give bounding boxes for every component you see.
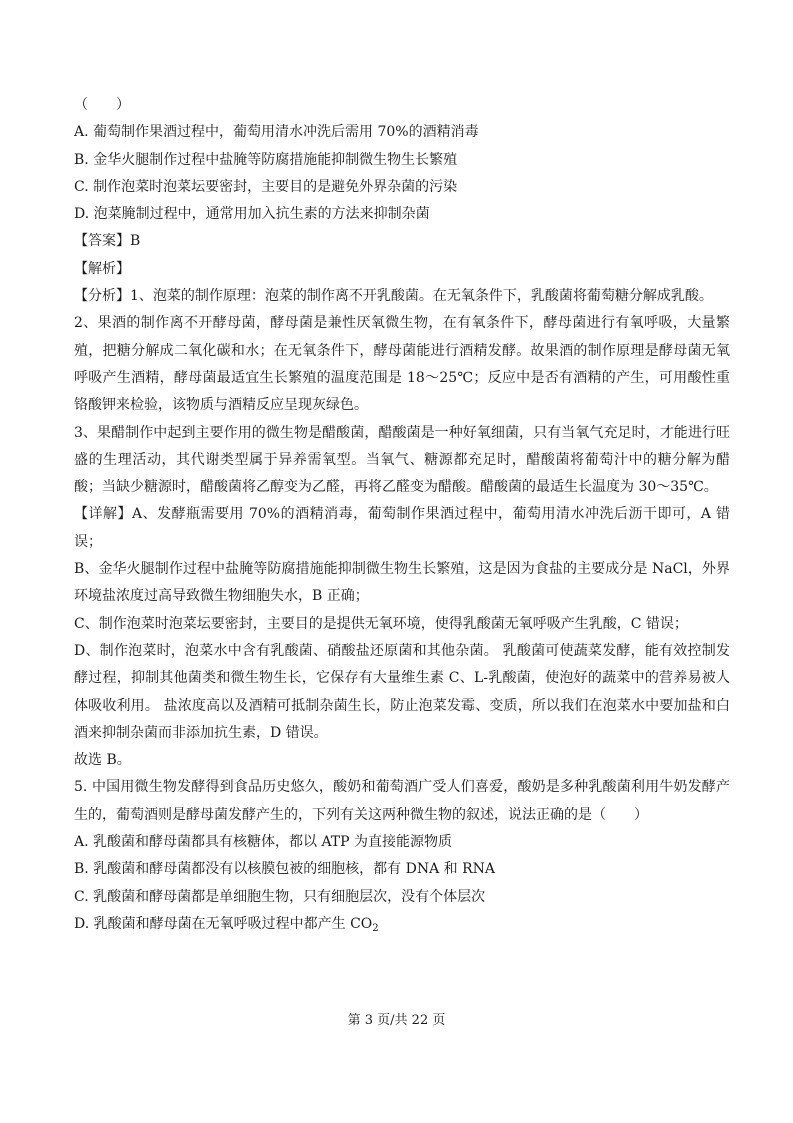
question-4-option-d: D. 泡菜腌制过程中，通常用加入抗生素的方法来抑制杂菌 [74, 206, 430, 223]
page-content [74, 92, 730, 938]
question-4-analysis-heading: 【解析】 [74, 260, 130, 277]
page-number-footer: 第 3 页/共 22 页 [347, 1013, 446, 1028]
question-4-option-a: A. 葡萄制作果酒过程中，葡萄用清水冲洗后需用 70%的酒精消毒 [74, 124, 479, 141]
analysis-paragraph-1: 【分析】1、泡菜的制作原理：泡菜的制作离不开乳酸菌。在无氧条件下，乳酸菌将葡萄糖分解成乳酸。 [74, 288, 713, 305]
question-5-option-c: C. 乳酸菌和酵母菌都是单细胞生物，只有细胞层次，没有个体层次 [74, 888, 486, 905]
question-4-answer: 【答案】B [74, 233, 141, 250]
question-5-stem: 5. 中国用微生物发酵得到食品历史悠久，酸奶和葡萄酒广受人们喜爱，酸奶是多种乳酸菌利用牛奶发酵产生的，葡萄酒则是酵母菌发酵产生的，下列有关这两种微生物的叙述，说法正确的是（ ） [74, 779, 730, 823]
question-5-option-a: A. 乳酸菌和酵母菌都具有核糖体，都以 ATP 为直接能源物质 [74, 834, 453, 851]
question-5-option-d-text: D. 乳酸菌和酵母菌在无氧呼吸过程中都产生 CO [74, 915, 373, 932]
analysis-paragraph-3: 3、果醋制作中起到主要作用的微生物是醋酸菌，醋酸菌是一种好氧细菌，只有当氧气充足时，才能进行旺盛的生理活动，其代谢类型属于异养需氧型。当氧气、糖源都充足时，醋酸菌将葡萄汁中的糖分解为醋酸；当缺少糖源时，醋酸菌将乙醇变为乙醛，再将乙醛变为醋酸。醋酸菌的最适生长温度为 30～35℃。 [74, 424, 730, 496]
question-5-option-d [74, 911, 730, 938]
detail-paragraph-c: C、制作泡菜时泡菜坛要密封，主要目的是提供无氧环境，使得乳酸菌无氧呼吸产生乳酸，C 错误； [74, 615, 688, 632]
detail-paragraph-a: 【详解】A、发酵瓶需要用 70%的酒精消毒，葡萄制作果酒过程中，葡萄用清水冲洗后沥干即可，A 错误； [74, 506, 730, 550]
question-4-option-c: C. 制作泡菜时泡菜坛要密封，主要目的是避免外界杂菌的污染 [74, 178, 458, 195]
detail-paragraph-d: D、制作泡菜时，泡菜水中含有乳酸菌、硝酸盐还原菌和其他杂菌。 乳酸菌可使蔬菜发酵，能有效控制发酵过程，抑制其他菌类和微生物生长，它保存有大量维生素 C、L-乳酸菌，使泡好的蔬菜中的营养易被人体吸收利用。 盐浓度高以及酒精可抵制杂菌生长，防止泡菜发霉、变质，所以我们在泡菜水中要加盐和白酒来抑制杂菌而非添加抗生素，D 错误。 [74, 642, 730, 741]
detail-conclusion: 故选 B。 [74, 752, 131, 769]
question-4-stem-tail: （ ） [74, 97, 130, 113]
question-5-option-d-subscript: 2 [372, 922, 379, 934]
detail-paragraph-b: B、金华火腿制作过程中盐腌等防腐措施能抑制微生物生长繁殖，这是因为食盐的主要成分是 NaCl，外界环境盐浓度过高导致微生物细胞失水，B 正确； [74, 561, 730, 605]
question-5-option-b: B. 乳酸菌和酵母菌都没有以核膜包被的细胞核，都有 DNA 和 RNA [74, 861, 496, 878]
analysis-paragraph-2: 2、果酒的制作离不开酵母菌，酵母菌是兼性厌氧微生物，在有氧条件下，酵母菌进行有氧呼吸，大量繁殖，把糖分解成二氧化碳和水；在无氧条件下，酵母菌能进行酒精发酵。故果酒的制作原理是酵母菌无氧呼吸产生酒精，酵母菌最适宜生长繁殖的温度范围是 18～25℃；反应中是否有酒精的产生，可用酸性重铬酸钾来检验，该物质与酒精反应呈现灰绿色。 [74, 315, 730, 414]
question-4-option-b: B. 金华火腿制作过程中盐腌等防腐措施能抑制微生物生长繁殖 [74, 151, 458, 168]
